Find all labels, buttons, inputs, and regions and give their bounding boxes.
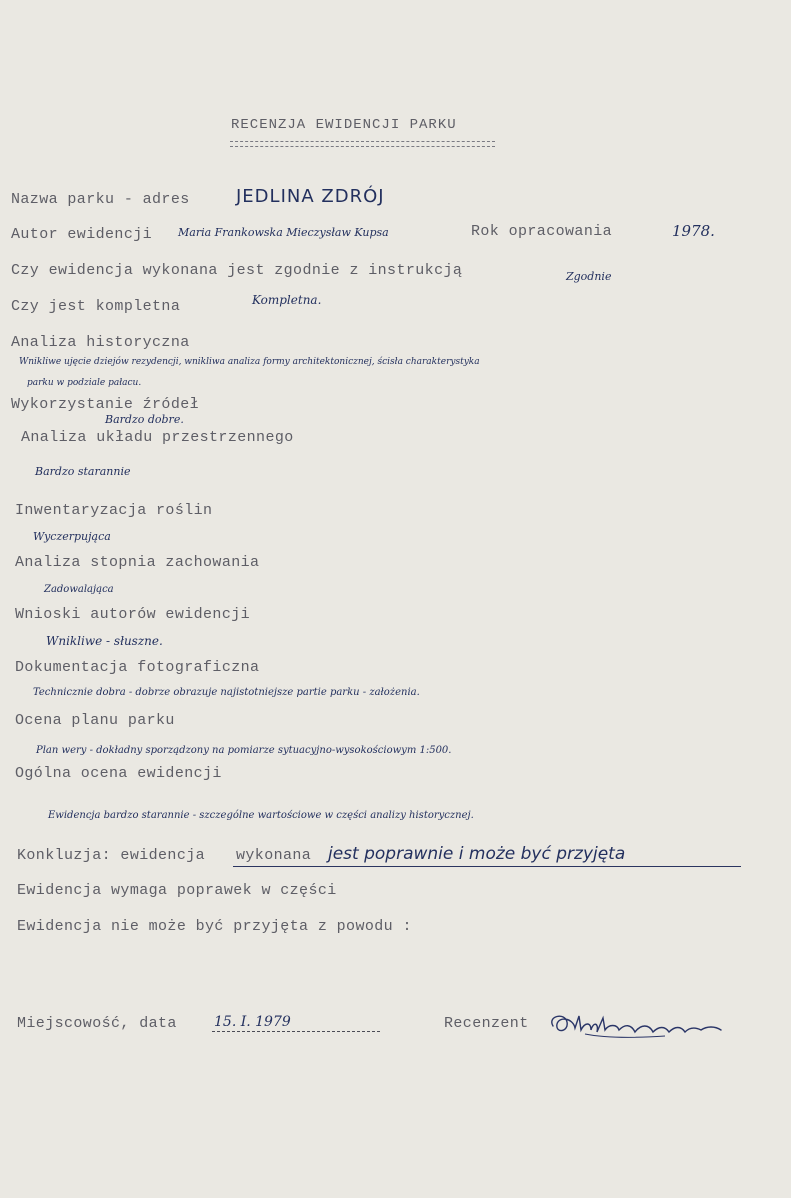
- plants-label: Inwentaryzacja roślin: [15, 502, 213, 519]
- conclusion-handwritten-value: jest poprawnie i może być przyjęta: [328, 844, 626, 864]
- spatial-value: Bardzo starannie: [35, 465, 131, 478]
- conclusion-label: Konkluzja: ewidencja: [17, 847, 206, 864]
- compliance-value: Zgodnie: [566, 270, 612, 283]
- year-value: 1978.: [672, 222, 715, 240]
- historical-label: Analiza historyczna: [11, 334, 190, 351]
- historical-value-line2: parku w podziale pałacu.: [27, 378, 142, 388]
- date-underline: [212, 1031, 380, 1032]
- reviewer-label: Recenzent: [444, 1015, 529, 1032]
- conclusion-typed-value: wykonana: [236, 847, 312, 864]
- park-name-value: JEDLINA ZDRÓJ: [236, 186, 385, 207]
- preservation-label: Analiza stopnia zachowania: [15, 554, 260, 571]
- complete-label: Czy jest kompletna: [11, 298, 181, 315]
- overall-value: Ewidencja bardzo starannie - szczególne wartościowe w części analizy historycznej.: [48, 810, 474, 821]
- sources-label: Wykorzystanie źródeł: [11, 396, 200, 413]
- date-value: 15. I. 1979: [214, 1014, 291, 1030]
- conclusions-label: Wnioski autorów ewidencji: [15, 606, 251, 623]
- photo-value: Technicznie dobra - dobrze obrazuje najistotniejsze partie parku - założenia.: [33, 687, 420, 698]
- sources-value: Bardzo dobre.: [105, 413, 184, 426]
- park-name-label: Nazwa parku - adres: [11, 191, 190, 208]
- needs-corrections-option: Ewidencja wymaga poprawek w części: [17, 882, 337, 899]
- conclusions-value: Wnikliwe - słuszne.: [46, 634, 163, 648]
- year-label: Rok opracowania: [471, 223, 613, 240]
- plants-value: Wyczerpująca: [33, 530, 111, 543]
- place-date-label: Miejscowość, data: [17, 1015, 177, 1032]
- preservation-value: Zadowalająca: [44, 584, 114, 595]
- author-label: Autor ewidencji: [11, 226, 153, 243]
- conclusion-underline: [233, 866, 741, 867]
- photo-label: Dokumentacja fotograficzna: [15, 659, 260, 676]
- rejected-option: Ewidencja nie może być przyjęta z powodu :: [17, 918, 412, 935]
- page-title: RECENZJA EWIDENCJI PARKU: [231, 117, 457, 133]
- plan-value: Plan wery - dokładny sporządzony na pomiarze sytuacyjno-wysokościowym 1:500.: [36, 745, 452, 756]
- spatial-label: Analiza układu przestrzennego: [21, 429, 294, 446]
- historical-value-line1: Wnikliwe ujęcie dziejów rezydencji, wnikliwa analiza formy architektonicznej, ścisła charakterystyka: [19, 357, 480, 367]
- title-underline: [230, 141, 495, 142]
- overall-label: Ogólna ocena ewidencji: [15, 765, 222, 782]
- author-value: Maria Frankowska Mieczysław Kupsa: [178, 226, 389, 239]
- complete-value: Kompletna.: [252, 293, 322, 307]
- title-underline-double: [230, 146, 495, 147]
- reviewer-signature: [545, 1008, 735, 1044]
- compliance-label: Czy ewidencja wykonana jest zgodnie z instrukcją: [11, 262, 463, 279]
- plan-label: Ocena planu parku: [15, 712, 175, 729]
